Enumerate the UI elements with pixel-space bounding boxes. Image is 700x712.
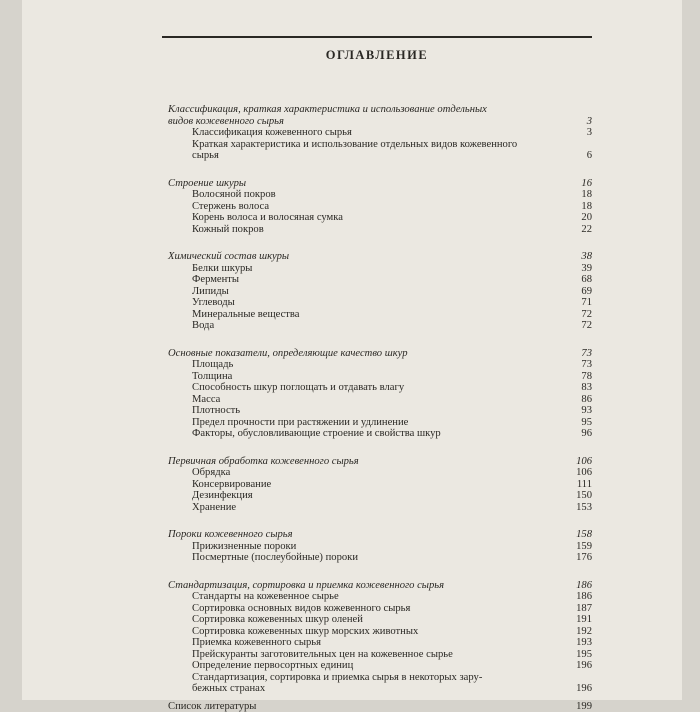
toc-entry-text: Посмертные (послеубойные) пороки <box>192 552 556 564</box>
toc-entry <box>168 320 592 332</box>
section-gap <box>168 513 592 519</box>
section-gap <box>168 235 592 241</box>
toc-entry-text: Прейскуранты заготовительных цен на кожевенное сырье <box>192 649 556 661</box>
toc-entry <box>168 371 592 383</box>
toc-page-number: 192 <box>560 626 592 638</box>
toc-entry-text: Предел прочности при растяжении и удлинение <box>192 417 556 429</box>
toc-entry-text: Толщина <box>192 371 556 383</box>
toc-entry-text: Химический состав шкуры <box>168 251 556 263</box>
toc-entry-text: Классификация, краткая характеристика и использование отдельных <box>168 104 556 116</box>
section-gap <box>168 162 592 168</box>
toc-page-number: 196 <box>560 683 592 695</box>
toc-entry <box>168 394 592 406</box>
toc-entry <box>168 286 592 298</box>
toc-entry <box>168 212 592 224</box>
toc-entry <box>168 490 592 502</box>
toc-page-number: 93 <box>560 405 592 417</box>
toc-page-number: 159 <box>560 541 592 553</box>
toc-entry-text: Липиды <box>192 286 556 298</box>
book-page <box>22 0 682 700</box>
toc-section <box>168 251 592 263</box>
toc-entry-text: Классификация кожевенного сырья <box>192 127 556 139</box>
toc-entry-text: Первичная обработка кожевенного сырья <box>168 456 556 468</box>
toc-entry-text: Основные показатели, определяющие качество шкур <box>168 348 556 360</box>
toc-entry-text: Углеводы <box>192 297 556 309</box>
toc-entry <box>168 297 592 309</box>
toc-entry <box>168 649 592 661</box>
toc-section <box>168 529 592 541</box>
toc-entry-text: видов кожевенного сырья <box>168 116 556 128</box>
toc-entry-text: Стандарты на кожевенное сырье <box>192 591 556 603</box>
toc-page-number: 72 <box>560 320 592 332</box>
toc-page-number: 176 <box>560 552 592 564</box>
toc-entry <box>168 626 592 638</box>
toc-entry-text: Пороки кожевенного сырья <box>168 529 556 541</box>
toc-page-number: 72 <box>560 309 592 321</box>
toc-page-number: 68 <box>560 274 592 286</box>
toc-page-number: 106 <box>560 467 592 479</box>
toc-entry <box>168 467 592 479</box>
toc-entry <box>168 224 592 236</box>
toc-entry <box>168 637 592 649</box>
page-title: ОГЛАВЛЕНИЕ <box>162 48 592 63</box>
toc-page-number: 18 <box>560 201 592 213</box>
toc-entry-text: Кожный покров <box>192 224 556 236</box>
toc-page-number: 16 <box>560 178 592 190</box>
toc-entry-text: Определение первосортных единиц <box>192 660 556 672</box>
toc-entry <box>168 417 592 429</box>
section-gap <box>168 564 592 570</box>
toc-entry-text: Сортировка кожевенных шкур морских животных <box>192 626 556 638</box>
toc-entry-text: Строение шкуры <box>168 178 556 190</box>
toc-page-number: 191 <box>560 614 592 626</box>
toc-page-number: 73 <box>560 359 592 371</box>
toc-entry-text: Приемка кожевенного сырья <box>192 637 556 649</box>
toc-entry <box>168 274 592 286</box>
toc-page-number: 39 <box>560 263 592 275</box>
toc-page-number: 3 <box>560 127 592 139</box>
section-gap <box>168 332 592 338</box>
toc-entry <box>168 552 592 564</box>
toc-entry-text: Дезинфекция <box>192 490 556 502</box>
toc-entry <box>168 139 592 162</box>
table-of-contents <box>168 104 592 712</box>
toc-page-number: 22 <box>560 224 592 236</box>
toc-entry-text: Список литературы <box>168 701 556 712</box>
toc-entry <box>168 660 592 672</box>
toc-entry-text: Обрядка <box>192 467 556 479</box>
toc-entry-text: бежных странах <box>192 683 556 695</box>
toc-entry-text: Стандартизация, сортировка и приемка сырья в некоторых зару- <box>192 672 556 684</box>
toc-section <box>168 178 592 190</box>
toc-page-number: 78 <box>560 371 592 383</box>
section-gap <box>168 440 592 446</box>
toc-section <box>168 348 592 360</box>
toc-entry <box>168 263 592 275</box>
toc-entry <box>168 201 592 213</box>
toc-entry-text: Консервирование <box>192 479 556 491</box>
toc-entry-text: Краткая характеристика и использование отдельных видов кожевенного <box>192 139 556 151</box>
toc-page-number: 95 <box>560 417 592 429</box>
toc-page-number: 69 <box>560 286 592 298</box>
toc-entry <box>168 309 592 321</box>
toc-entry-text: Способность шкур поглощать и отдавать влагу <box>192 382 556 394</box>
toc-page-number: 199 <box>560 701 592 712</box>
toc-entry <box>168 479 592 491</box>
toc-section <box>168 104 592 127</box>
toc-entry-text: Факторы, обусловливающие строение и свойства шкур <box>192 428 556 440</box>
toc-entry <box>168 614 592 626</box>
toc-page-number: 86 <box>560 394 592 406</box>
toc-page-number: 196 <box>560 660 592 672</box>
toc-entry-text: Масса <box>192 394 556 406</box>
toc-page-number: 18 <box>560 189 592 201</box>
toc-entry-text: Сортировка основных видов кожевенного сырья <box>192 603 556 615</box>
toc-entry <box>168 405 592 417</box>
toc-entry <box>168 672 592 695</box>
toc-entry-text: Хранение <box>192 502 556 514</box>
toc-entry-text: Плотность <box>192 405 556 417</box>
toc-page-number: 150 <box>560 490 592 502</box>
toc-entry <box>168 127 592 139</box>
toc-entry <box>168 541 592 553</box>
toc-section <box>168 456 592 468</box>
toc-page-number: 96 <box>560 428 592 440</box>
toc-entry <box>168 591 592 603</box>
toc-page-number: 158 <box>560 529 592 541</box>
toc-entry <box>168 382 592 394</box>
toc-page-number: 111 <box>560 479 592 491</box>
toc-page-number: 38 <box>560 251 592 263</box>
toc-entry-text: Стержень волоса <box>192 201 556 213</box>
toc-page-number: 73 <box>560 348 592 360</box>
toc-entry-text: Прижизненные пороки <box>192 541 556 553</box>
toc-page-number: 83 <box>560 382 592 394</box>
toc-page-number: 153 <box>560 502 592 514</box>
toc-entry-text: Минеральные вещества <box>192 309 556 321</box>
toc-entry <box>168 502 592 514</box>
toc-page-number: 71 <box>560 297 592 309</box>
top-rule <box>162 36 592 38</box>
toc-entry <box>168 603 592 615</box>
toc-page-number: 106 <box>560 456 592 468</box>
toc-page-number: 20 <box>560 212 592 224</box>
toc-page-number: 186 <box>560 591 592 603</box>
toc-entry <box>168 701 592 712</box>
toc-page-number: 3 <box>560 116 592 128</box>
toc-entry-text: Корень волоса и волосяная сумка <box>192 212 556 224</box>
toc-entry-text: Площадь <box>192 359 556 371</box>
toc-entry-text: Стандартизация, сортировка и приемка кожевенного сырья <box>168 580 556 592</box>
toc-entry-text: Ферменты <box>192 274 556 286</box>
toc-section <box>168 580 592 592</box>
toc-entry-text: сырья <box>192 150 556 162</box>
toc-page-number: 6 <box>560 150 592 162</box>
toc-entry-text: Белки шкуры <box>192 263 556 275</box>
toc-entry <box>168 359 592 371</box>
toc-entry <box>168 428 592 440</box>
toc-page-number: 187 <box>560 603 592 615</box>
toc-page-number: 193 <box>560 637 592 649</box>
toc-entry <box>168 189 592 201</box>
toc-entry-text: Сортировка кожевенных шкур оленей <box>192 614 556 626</box>
toc-page-number: 195 <box>560 649 592 661</box>
toc-entry-text: Вода <box>192 320 556 332</box>
toc-page-number: 186 <box>560 580 592 592</box>
toc-entry-text: Волосяной покров <box>192 189 556 201</box>
